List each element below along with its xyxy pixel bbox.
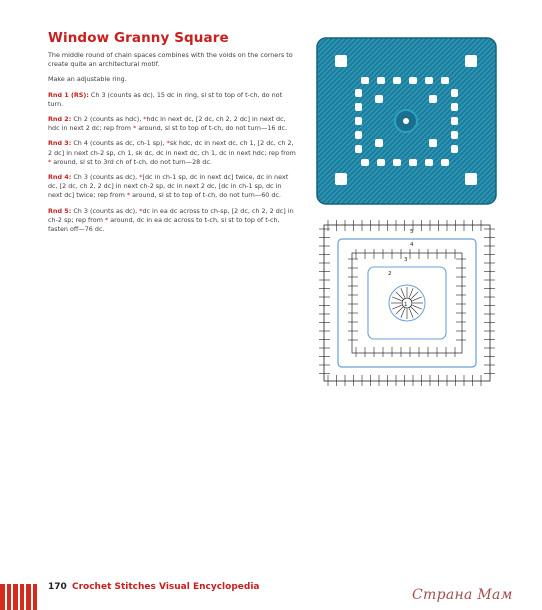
swatch-hole [451, 131, 458, 139]
swatch-hole [361, 77, 369, 84]
swatch-hole [465, 55, 477, 67]
stitch-chart [318, 219, 496, 387]
chart-label-round-1: 1 [404, 302, 408, 308]
rounds-list [48, 91, 296, 235]
chart-spoke [411, 292, 418, 299]
swatch-hole [409, 77, 417, 84]
swatch-hole [441, 77, 449, 84]
chart-label-round-2: 2 [388, 271, 392, 277]
chart-spoke [411, 307, 418, 314]
chart-spoke [413, 305, 422, 309]
swatch-hole [335, 55, 347, 67]
round-text: Ch 3 (counts as dc), 15 dc in ring, sl st to top of t-ch, do not turn. [48, 90, 283, 108]
swatch-hole [425, 77, 433, 84]
chart-spoke [413, 297, 422, 301]
chart-label-round-3: 3 [404, 257, 408, 263]
repeat-marker: * [48, 157, 52, 166]
watermark: Страна Мам [412, 587, 513, 603]
round-instruction [48, 91, 296, 109]
round-instruction [48, 207, 296, 235]
round-text: around, sl st to top of t-ch, do not turn—16 dc. [136, 124, 288, 133]
repeat-marker: * [139, 206, 143, 215]
round-text: Ch 3 (counts as dc), [71, 173, 140, 182]
repeat-marker: * [139, 173, 143, 182]
repeat-marker: * [143, 115, 147, 124]
book-title: Crochet Stitches Visual Encyclopedia [72, 582, 260, 592]
round-text: around, dc in ea dc across to t-ch, sl st to top of t-ch, fasten off—76 dc. [48, 215, 280, 234]
chart-spoke [409, 309, 413, 318]
footer-color-bars [0, 584, 38, 610]
page-title: Window Granny Square [48, 30, 229, 46]
swatch-hole [425, 159, 433, 166]
swatch-hole [375, 95, 383, 103]
chart-spoke [396, 307, 403, 314]
round-text: around, sl st to top of t-ch, do not turn—60 dc. [130, 191, 281, 200]
round-text: around, sl st to 3rd ch of t-ch, do not turn—28 dc. [51, 157, 212, 166]
swatch-hole [355, 131, 362, 139]
swatch-hole [451, 145, 458, 153]
repeat-marker: * [166, 139, 170, 148]
swatch-hole [335, 173, 347, 185]
round-instruction [48, 115, 296, 133]
swatch-hole [361, 159, 369, 166]
swatch-hole [355, 117, 362, 125]
round-text: Ch 3 (counts as dc), [71, 206, 140, 215]
round-text: sk hdc, dc in next dc, ch 1, [2 dc, ch 2, 2 dc] in next ch-2 sp, ch 1, sk dc, dc in next dc, ch 1, dc in next hdc; rep from [48, 139, 296, 157]
swatch-hole [375, 139, 383, 147]
chart-spoke [401, 309, 405, 318]
intro-text: The middle round of chain spaces combines with the voids on the corners to create quite an architectural motif. [48, 51, 293, 69]
page-number: 170 [48, 582, 67, 592]
round-text: dc in ea dc across to ch-sp, [2 dc, ch 2, 2 dc] in ch-2 sp; rep from [48, 206, 294, 224]
chart-spoke [392, 305, 401, 309]
round-text: Ch 4 (counts as dc, ch-1 sp), [71, 139, 167, 148]
chart-spoke [409, 288, 413, 297]
swatch-hole [377, 77, 385, 84]
chart-spoke [396, 292, 403, 299]
round-instruction [48, 173, 296, 201]
swatch-hole [355, 145, 362, 153]
instructions-column [48, 51, 296, 240]
swatch-hole [355, 103, 362, 111]
round-label: Rnd 2: [48, 115, 72, 124]
swatch-hole [429, 139, 437, 147]
swatch-hole [355, 89, 362, 97]
round-text: hdc in next dc, [2 dc, ch 2, 2 dc] in next dc, hdc in next 2 dc; rep from [48, 115, 286, 133]
swatch-hole [409, 159, 417, 166]
swatch-hole [393, 77, 401, 84]
repeat-marker: * [132, 124, 137, 133]
round-label: Rnd 5: [48, 206, 72, 215]
swatch-hole [451, 89, 458, 97]
swatch-hole [465, 173, 477, 185]
swatch-hole [451, 117, 458, 125]
start-text: Make an adjustable ring. [48, 75, 127, 84]
swatch-hole [441, 159, 449, 166]
swatch-hole [451, 103, 458, 111]
round-text: [dc in ch-1 sp, dc in next dc] twice, dc in next dc, [2 dc, ch 2, 2 dc] in next ch-2 sp, dc in next 2 dc, [dc in ch-1 sp, dc in next dc] twice; rep from [48, 173, 289, 200]
round-label: Rnd 1 (RS): [48, 90, 89, 99]
swatch-hole [377, 159, 385, 166]
swatch-photo [313, 35, 500, 207]
round-label: Rnd 3: [48, 139, 72, 148]
swatch-hole [429, 95, 437, 103]
round-text: Ch 2 (counts as hdc), [71, 115, 144, 124]
chart-label-round-4: 4 [410, 242, 414, 248]
swatch-hole [393, 159, 401, 166]
chart-spoke [401, 288, 405, 297]
chart-label-round-5: 5 [410, 229, 414, 235]
repeat-marker: * [126, 191, 131, 200]
round-instruction [48, 139, 296, 167]
repeat-marker: * [104, 215, 109, 224]
round-label: Rnd 4: [48, 173, 72, 182]
chart-spoke [392, 297, 401, 301]
swatch-center-hole [403, 118, 409, 124]
